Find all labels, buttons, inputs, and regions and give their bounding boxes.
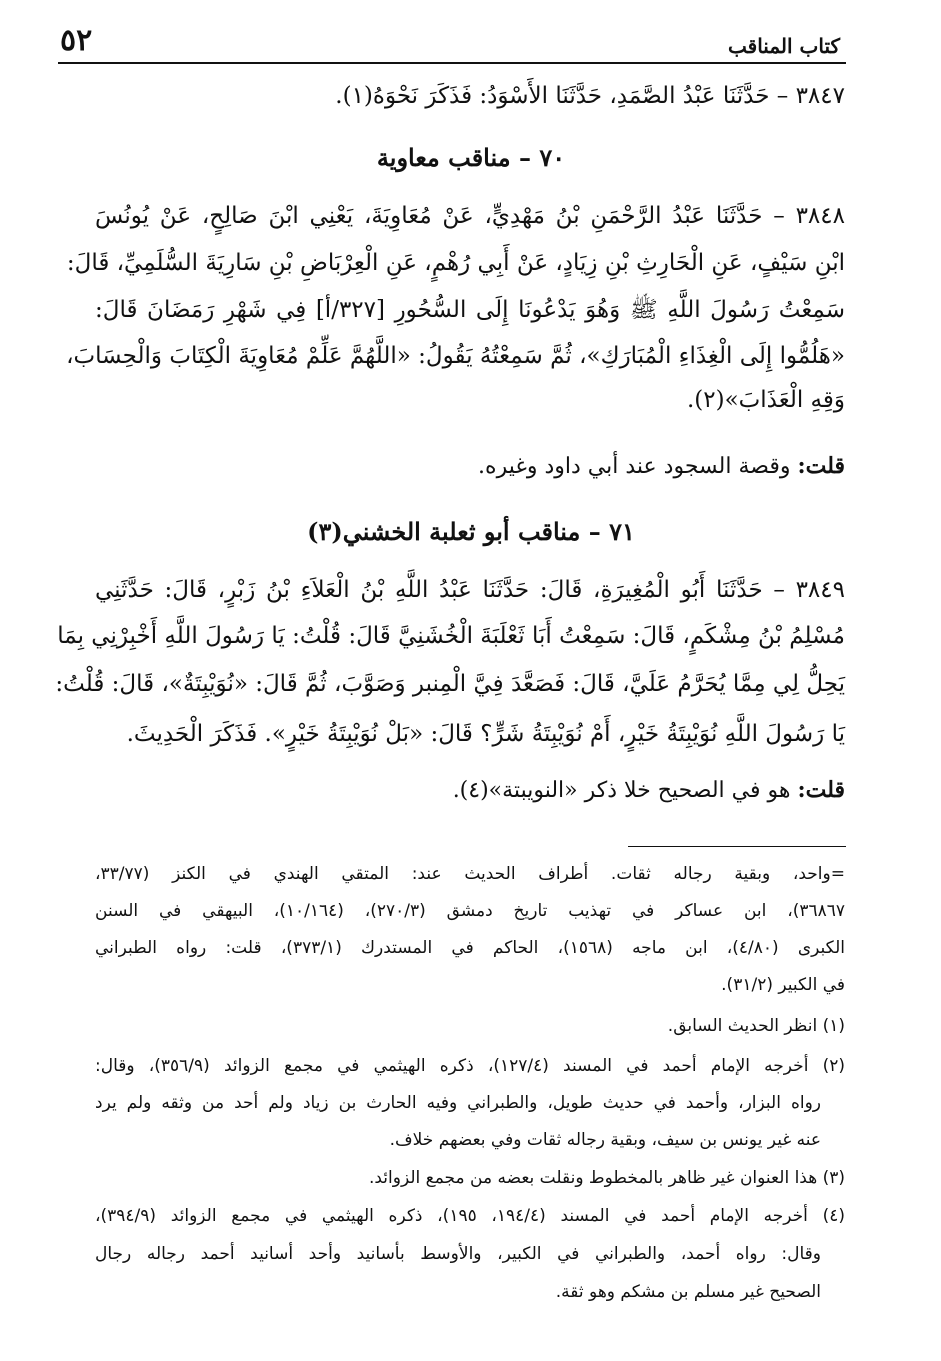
qult-label: قلت:: [797, 453, 845, 479]
footnote-continuation-line: =واحد، وبقية رجاله ثقات. أطراف الحديث عند: المتقي الهندي في الكنز (٣٣/٧٧،: [95, 864, 845, 884]
hadith-3848-line: سَمِعْتُ رَسُولَ اللَّهِ ﷺ وَهُوَ يَدْعُونَا إِلَى السُّحُورِ [٣٢٧/أ] فِي شَهْرِ رَمَضَانَ قَالَ:: [95, 297, 845, 323]
header-rule: [58, 62, 846, 64]
footnote-2-line: عنه غير يونس بن سيف، وبقية رجاله ثقات وفي بعضهم خلاف.: [389, 1130, 821, 1150]
page-number: ٥٢: [60, 23, 93, 58]
qult-note-2: [95, 770, 845, 811]
hadith-3848-line: ٣٨٤٨ – حَدَّثَنَا عَبْدُ الرَّحْمَنِ بْنُ مَهْدِيٍّ، عَنْ مُعَاوِيَةَ، يَعْنِي ابْنَ صَالِحٍ، عَنْ يُونُسَ: [95, 203, 845, 229]
section-title-70: ٧٠ – مناقب معاوية: [376, 143, 566, 172]
footnote-continuation-line: ٣٦٨٦٧)، ابن عساكر في تهذيب تاريخ دمشق (٢٧٠/٣)، (١٠/١٦٤)، البيهقي في السنن: [95, 901, 845, 921]
hadith-3848-line: «هَلُمُّوا إِلَى الْغِذَاءِ الْمُبَارَكِ»، ثُمَّ سَمِعْتُهُ يَقُولُ: «اللَّهُمَّ عَلِّمْ مُعَاوِيَةَ الْكِتَابَ وَالْحِسَابَ،: [66, 343, 845, 369]
section-title-71: ٧١ – مناقب أبو ثعلبة الخشني(٣): [307, 517, 635, 546]
hadith-3848-line: وَقِهِ الْعَذَابَ»(٢).: [686, 387, 845, 413]
footnote-2-line: (٢) أخرجه الإمام أحمد في المسند (١٢٧/٤)، ذكره الهيثمي في مجمع الزوائد (٣٥٦/٩)، وقال:: [95, 1056, 845, 1076]
footnote-4-line: وقال: رواه أحمد، والطبراني في الكبير، والأوسط بأسانيد وأحد أسانيد أحمد رجاله رجال: [95, 1244, 821, 1264]
footnote-4-line: (٤) أخرجه الإمام أحمد في المسند (١٩٤/٤، ١٩٥)، ذكره الهيثمي في مجمع الزوائد (٣٩٤/٩)،: [95, 1206, 845, 1226]
qult-text: هو في الصحيح خلا ذكر «النويبتة»(٤).: [452, 778, 798, 803]
footnote-3: (٣) هذا العنوان غير ظاهر بالمخطوط ونقلت بعضه من مجمع الزوائد.: [368, 1168, 845, 1188]
footnote-continuation-line: الكبرى (٤/٨٠)، ابن ماجه (١٥٦٨)، الحاكم في المستدرك (٣٧٣/١)، قلت: رواه الطبراني: [95, 938, 845, 958]
hadith-3847: ٣٨٤٧ – حَدَّثَنَا عَبْدُ الصَّمَدِ، حَدَّثَنَا الأَسْوَدُ: فَذَكَرَ نَحْوَهُ(١).: [335, 83, 845, 109]
hadith-3849-line: يَا رَسُولَ اللَّهِ نُوَيْبِتَةُ خَيْرٍ، أَمْ نُوَيْبِتَةُ شَرٍّ؟ قَالَ: «بَلْ نُوَيْبِتَةُ خَيْرٍ». فَذَكَرَ الْحَدِيثَ.: [126, 721, 845, 747]
footnote-continuation-line: في الكبير (٣١/٢).: [721, 975, 845, 995]
footnote-rule: [628, 846, 846, 847]
page-header: [60, 18, 840, 58]
hadith-3848-line: ابْنِ سَيْفٍ، عَنِ الْحَارِثِ بْنِ زِيَادٍ، عَنْ أَبِي رُهْمٍ، عَنِ الْعِرْبَاضِ بْنِ سَارِيَةَ السُّلَمِيِّ، قَالَ:: [66, 250, 845, 276]
footnote-1: (١) انظر الحديث السابق.: [667, 1016, 845, 1036]
qult-text: وقصة السجود عند أبي داود وغيره.: [478, 454, 798, 479]
footnote-4-line: الصحيح غير مسلم بن مشكم وهو ثقة.: [555, 1282, 821, 1302]
qult-label: قلت:: [797, 777, 845, 803]
running-head: كتاب المناقب: [728, 34, 840, 58]
footnote-2-line: رواه البزار، وأحمد في حديث طويل، والطبراني وفيه الحارث بن زياد ولم أحد من وثقه ولم يرد: [95, 1093, 821, 1113]
hadith-3849-line: ٣٨٤٩ – حَدَّثَنَا أَبُو الْمُغِيرَةِ، قَالَ: حَدَّثَنَا عَبْدُ اللَّهِ بْنُ الْعَلاَءِ بْنُ زَبْرٍ، قَالَ: حَدَّثَنِي: [95, 577, 845, 603]
qult-note-1: [95, 446, 845, 487]
hadith-3849-line: مُسْلِمُ بْنُ مِشْكَمٍ، قَالَ: سَمِعْتُ أَبَا ثَعْلَبَةَ الْخُشَنِيَّ قَالَ: قُلْتُ: يَا رَسُولَ اللَّهِ أَخْبِرْنِي بِمَا: [57, 623, 845, 649]
hadith-3849-line: يَحِلُّ لِي مِمَّا يُحَرَّمُ عَلَيَّ، قَالَ: فَصَعَّدَ فِيَّ الْمِنبر وَصَوَّبَ، ثُمَّ قَالَ: «نُوَيْبِتَةٌ»، قَالَ: قُلْتُ:: [55, 671, 845, 697]
